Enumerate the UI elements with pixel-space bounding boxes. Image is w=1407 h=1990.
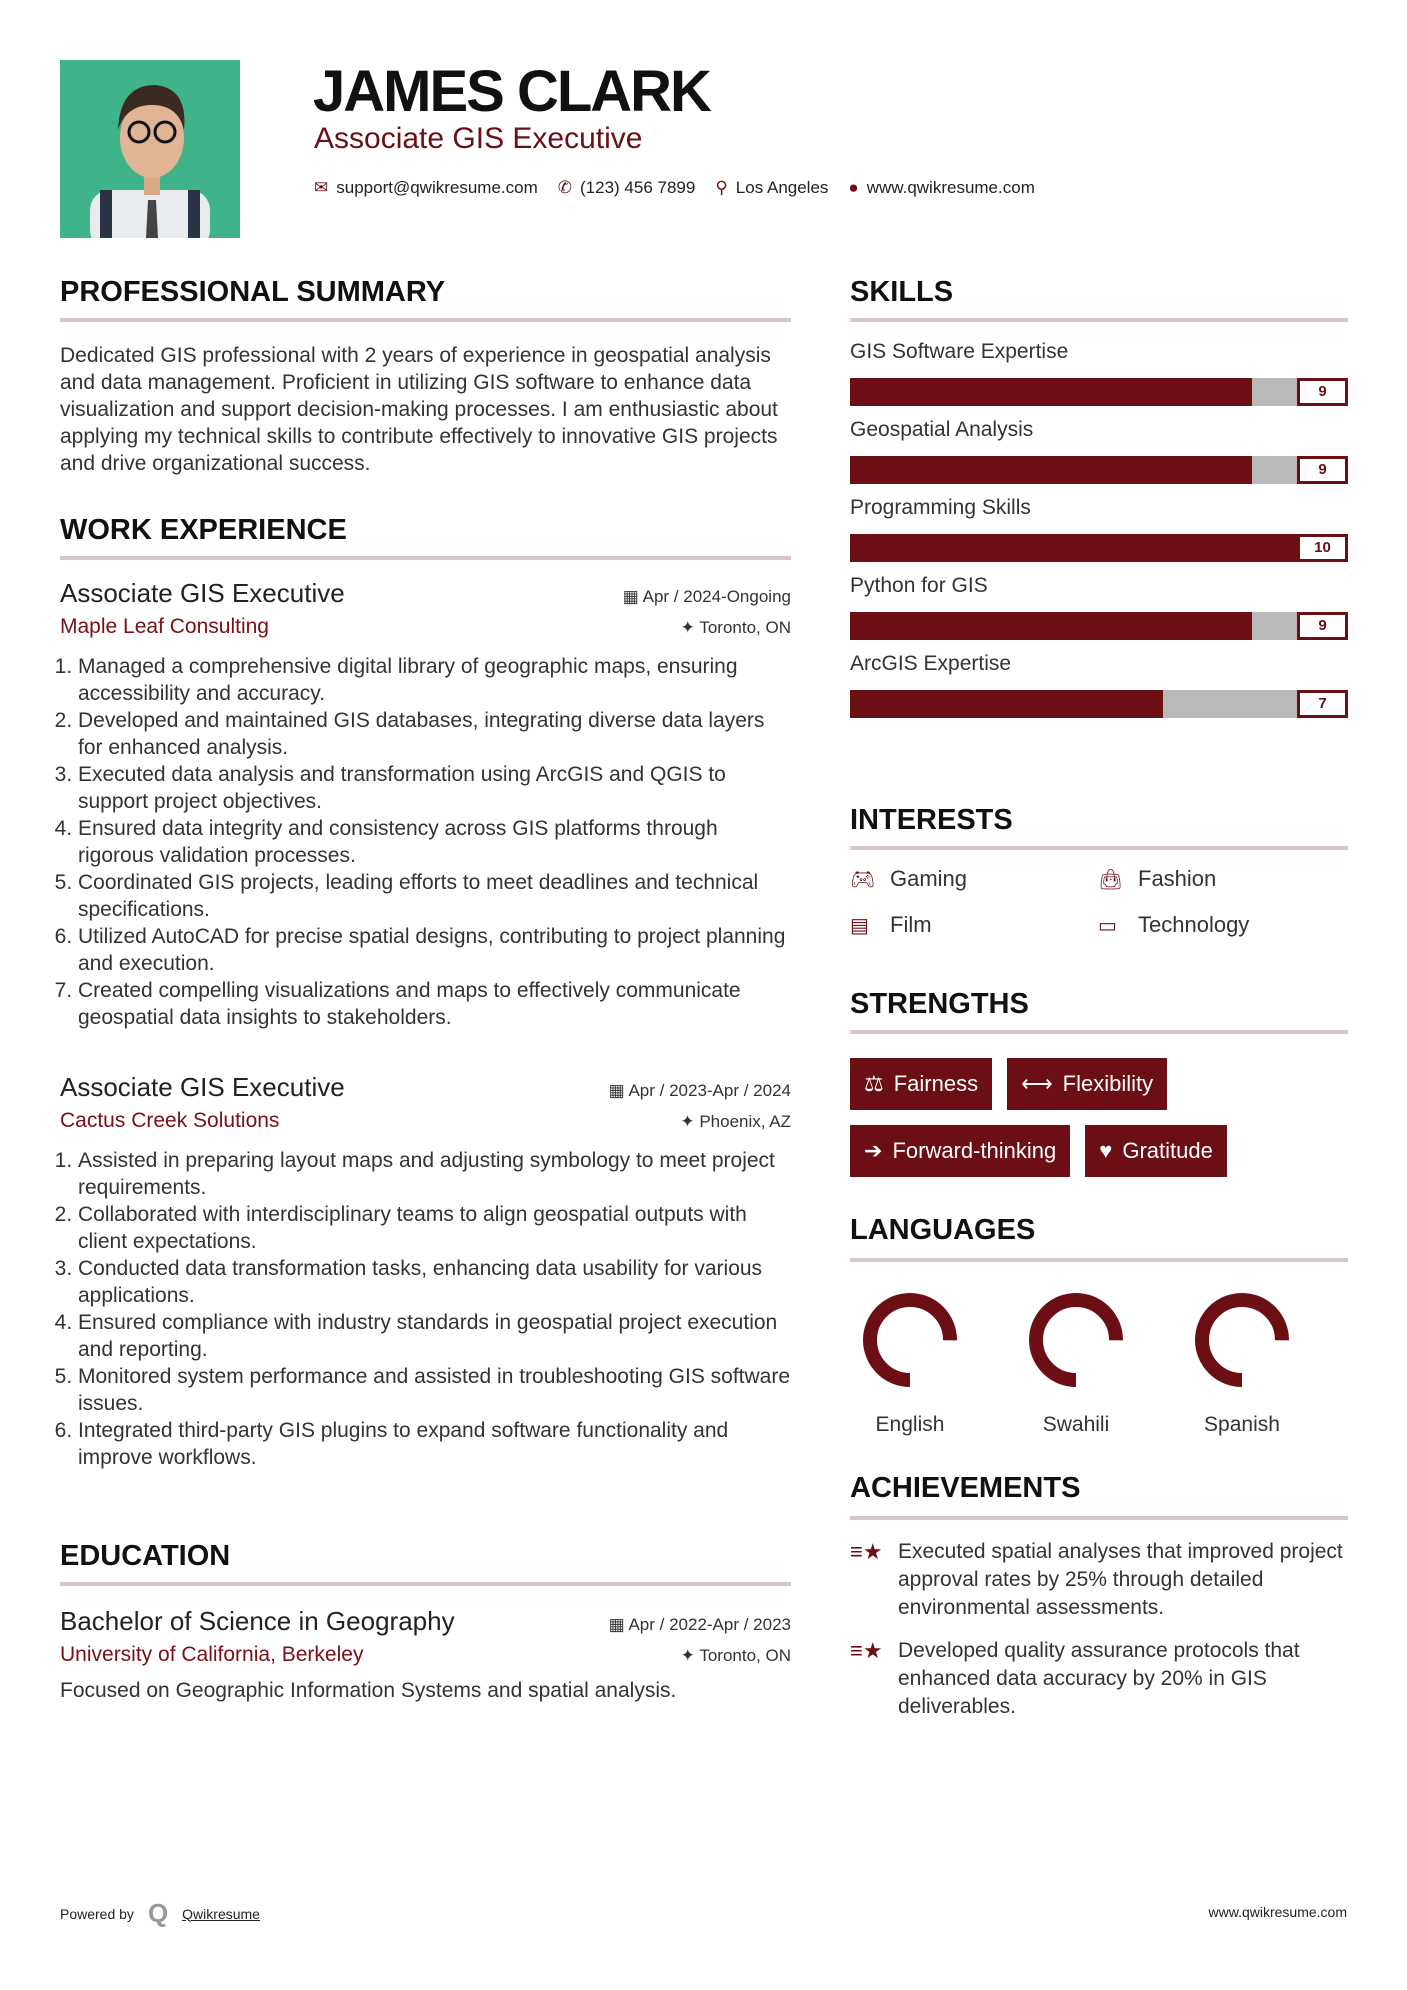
job-bullet: 4. Ensured compliance with industry standards in geospatial project execution and reporting.: [78, 1309, 791, 1363]
divider: [850, 1258, 1348, 1262]
achievement-text: Developed quality assurance protocols that enhanced data accuracy by 20% in GIS deliverables.: [898, 1639, 1300, 1718]
strength-label: Flexibility: [1062, 1071, 1154, 1096]
skill-bar: [850, 690, 1327, 718]
company-name: Maple Leaf Consulting: [60, 615, 269, 638]
skill-score: 9: [1297, 612, 1348, 640]
film-icon: ▤: [850, 914, 869, 937]
skill-item: [850, 496, 1348, 562]
education-location: Toronto, ON: [699, 1646, 791, 1665]
interest-label: Gaming: [890, 866, 968, 891]
calendar-icon: ▦: [608, 1615, 629, 1634]
language-label: Swahili: [1042, 1413, 1110, 1436]
star-icon: ≡★: [850, 1638, 883, 1663]
skills-heading: SKILLS: [850, 276, 954, 308]
summary-heading: PROFESSIONAL SUMMARY: [60, 276, 446, 308]
strength-label: Gratitude: [1122, 1138, 1213, 1163]
job-dates: Apr / 2024-Ongoing: [642, 587, 791, 606]
job-bullet: 2. Developed and maintained GIS databases, integrating diverse data layers for enhanced analysis.: [78, 707, 791, 761]
skill-label: Geospatial Analysis: [850, 418, 1034, 441]
job-bullet: 3. Executed data analysis and transformation using ArcGIS and QGIS to support project objectives.: [78, 761, 791, 815]
candidate-name: JAMES CLARK: [313, 59, 710, 124]
language-label: Spanish: [1204, 1413, 1280, 1436]
company-name: Cactus Creek Solutions: [60, 1109, 280, 1132]
divider: [850, 318, 1348, 322]
skill-score: 9: [1297, 378, 1348, 406]
skill-score: 10: [1297, 534, 1348, 562]
job-bullet: 2. Collaborated with interdisciplinary teams to align geospatial outputs with client expectations.: [78, 1201, 791, 1255]
job-title: Associate GIS Executive: [60, 1072, 345, 1102]
location-text: Los Angeles: [735, 178, 829, 197]
divider: [850, 1516, 1348, 1520]
skill-label: Programming Skills: [850, 496, 1031, 519]
arrows-h-icon: ⟷: [1021, 1071, 1053, 1096]
skill-bar: [850, 456, 1327, 484]
language-level-ring: [1187, 1285, 1297, 1395]
calendar-icon: ▦: [608, 1081, 629, 1100]
skill-label: GIS Software Expertise: [850, 340, 1069, 363]
laptop-icon: ▭: [1098, 914, 1117, 937]
strength-tag: [850, 1125, 1070, 1177]
job-bullet: 5. Monitored system performance and assisted in troubleshooting GIS software issues.: [78, 1363, 791, 1417]
skill-item: [850, 418, 1348, 484]
degree: Bachelor of Science in Geography: [60, 1606, 455, 1636]
skill-item: [850, 574, 1348, 640]
job-bullet: 6. Integrated third-party GIS plugins to expand software functionality and improve workflows.: [78, 1417, 791, 1471]
email-link[interactable]: support@qwikresume.com: [336, 178, 538, 197]
language-label: English: [875, 1413, 945, 1436]
interest-item: [850, 912, 1098, 938]
languages-list: [845, 1285, 1307, 1437]
shopping-bag-icon: 👜︎: [1098, 868, 1124, 891]
contact-bar: [314, 178, 1035, 198]
skill-bar: [850, 378, 1327, 406]
languages-heading: LANGUAGES: [850, 1214, 1036, 1246]
education-heading: EDUCATION: [60, 1540, 231, 1572]
website-link[interactable]: www.qwikresume.com: [866, 178, 1035, 197]
job-entry: [60, 578, 791, 1031]
pin-icon: ✦: [680, 618, 700, 637]
brand-link[interactable]: Qwikresume: [182, 1905, 260, 1922]
skill-bar-fill: [850, 690, 1163, 718]
pin-icon: ✦: [680, 1112, 700, 1131]
achievement-item: [850, 1637, 1348, 1721]
job-location: Toronto, ON: [699, 618, 791, 637]
skill-bar: [850, 534, 1331, 562]
strength-label: Fairness: [893, 1071, 979, 1096]
job-bullet: 7. Created compelling visualizations and maps to effectively communicate geospatial data insights to stakeholders.: [78, 977, 791, 1031]
skill-bar-fill: [850, 456, 1252, 484]
skill-bar-fill: [850, 378, 1252, 406]
job-bullet: 6. Utilized AutoCAD for precise spatial designs, contributing to project planning and execution.: [78, 923, 791, 977]
job-entry: [60, 1072, 791, 1471]
interests-heading: INTERESTS: [850, 804, 1013, 836]
skill-score: 9: [1297, 456, 1348, 484]
achievements-heading: ACHIEVEMENTS: [850, 1472, 1081, 1504]
divider: [60, 1582, 791, 1586]
skill-bar-fill: [850, 534, 1348, 562]
interests-list: [850, 866, 1348, 938]
language-item: [1011, 1285, 1141, 1437]
skill-bar: [850, 612, 1327, 640]
footer-website[interactable]: www.qwikresume.com: [1208, 1904, 1347, 1920]
skill-bar-fill: [850, 612, 1252, 640]
job-bullet: 5. Coordinated GIS projects, leading efforts to meet deadlines and technical specifications.: [78, 869, 791, 923]
strength-tag: [1007, 1058, 1167, 1110]
strength-tag: [1085, 1125, 1227, 1177]
job-dates: Apr / 2023-Apr / 2024: [628, 1081, 791, 1100]
interest-item: [1098, 912, 1348, 938]
balance-scale-icon: ⚖: [864, 1071, 884, 1096]
phone-icon: ✆: [557, 178, 572, 197]
achievements-list: [850, 1538, 1348, 1721]
achievement-text: Executed spatial analyses that improved project approval rates by 25% through detailed environmental assessments.: [898, 1540, 1343, 1619]
interest-item: [1098, 866, 1348, 892]
summary-text: Dedicated GIS professional with 2 years of experience in geospatial analysis and data management. Proficient in utilizing GIS software to enhance data visualization and support decision-making processes. I am enthusiastic about applying my technical skills to contribute effectively to innovative GIS projects and drive organizational success.: [60, 344, 778, 475]
divider: [850, 1030, 1348, 1034]
interest-label: Film: [890, 912, 932, 937]
achievement-item: [850, 1538, 1348, 1622]
interest-label: Technology: [1138, 912, 1250, 937]
interest-label: Fashion: [1138, 866, 1217, 891]
phone-text: (123) 456 7899: [580, 178, 696, 197]
education-dates: Apr / 2022-Apr / 2023: [628, 1615, 791, 1634]
gamepad-icon: 🎮︎: [850, 868, 876, 891]
language-item: [845, 1285, 975, 1437]
language-item: [1177, 1285, 1307, 1437]
arrow-right-icon: ➔: [864, 1138, 883, 1163]
skill-item: [850, 340, 1348, 406]
job-location: Phoenix, AZ: [699, 1112, 791, 1131]
powered-by-text: Powered by: [60, 1905, 134, 1922]
school-name: University of California, Berkeley: [60, 1643, 364, 1666]
strengths-list: [850, 1058, 1348, 1177]
job-bullet: 1. Managed a comprehensive digital library of geographic maps, ensuring accessibility and accuracy.: [78, 653, 791, 707]
divider: [850, 846, 1348, 850]
star-icon: ≡★: [850, 1539, 883, 1564]
qwikresume-logo-icon: Q: [147, 1898, 169, 1928]
education-description: Focused on Geographic Information Systems and spatial analysis.: [60, 1679, 677, 1702]
map-marker-icon: ⚲: [715, 178, 728, 197]
divider: [60, 318, 791, 322]
strength-label: Forward-thinking: [892, 1138, 1057, 1163]
strength-tag: [850, 1058, 992, 1110]
skill-label: Python for GIS: [850, 574, 988, 597]
footer-branding: [60, 1898, 260, 1929]
job-bullet: 3. Conducted data transformation tasks, enhancing data usability for various applications.: [78, 1255, 791, 1309]
interest-item: [850, 866, 1098, 892]
strengths-heading: STRENGTHS: [850, 988, 1029, 1020]
profile-photo: [60, 60, 240, 238]
divider: [60, 556, 791, 560]
calendar-icon: ▦: [622, 587, 643, 606]
globe-icon: ●: [848, 178, 859, 197]
job-bullet: 1. Assisted in preparing layout maps and adjusting symbology to meet project requirements.: [78, 1147, 791, 1201]
candidate-title: Associate GIS Executive: [314, 122, 643, 155]
education-entry: [60, 1606, 791, 1704]
envelope-icon: ✉: [314, 178, 329, 197]
heart-icon: ♥: [1099, 1138, 1113, 1163]
skill-score: 7: [1297, 690, 1348, 718]
language-level-ring: [855, 1285, 965, 1395]
job-title: Associate GIS Executive: [60, 578, 345, 608]
skill-label: ArcGIS Expertise: [850, 652, 1012, 675]
skill-item: [850, 652, 1348, 718]
language-level-ring: [1021, 1285, 1131, 1395]
pin-icon: ✦: [680, 1646, 700, 1665]
job-bullet: 4. Ensured data integrity and consistency across GIS platforms through rigorous validation processes.: [78, 815, 791, 869]
experience-heading: WORK EXPERIENCE: [60, 514, 347, 546]
skills-list: [850, 340, 1348, 730]
